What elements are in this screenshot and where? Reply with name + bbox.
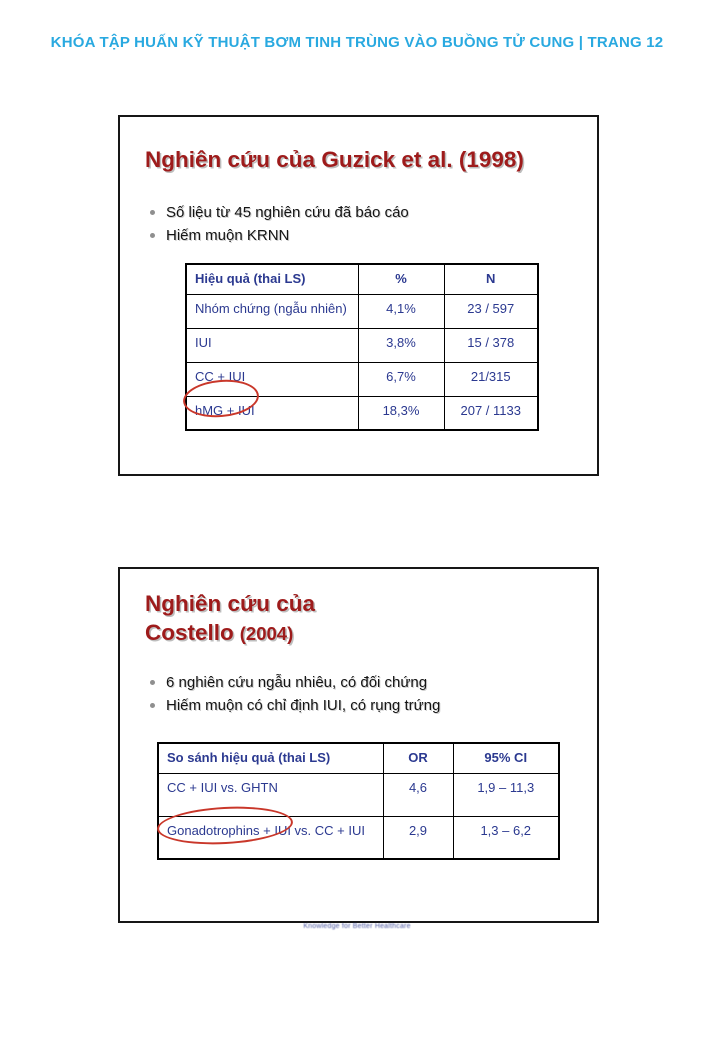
table-cell-circled: Gonadotrophins + IUI vs. CC + IUI [158, 816, 383, 859]
column-header: OR [383, 743, 453, 773]
column-header: % [358, 264, 444, 294]
slide-costello-2004 [118, 567, 599, 923]
column-header: 95% CI [453, 743, 559, 773]
slide-guzick-1998 [118, 115, 599, 476]
table-cell: 4,1% [358, 294, 444, 328]
table-cell: Nhóm chứng (ngẫu nhiên) [186, 294, 358, 328]
slide2-title-line2: Costello [145, 620, 234, 645]
column-header: Hiệu quả (thai LS) [186, 264, 358, 294]
table-cell: 15 / 378 [444, 328, 538, 362]
slide2-title-line1: Nghiên cứu của [145, 591, 316, 616]
table-cell: IUI [186, 328, 358, 362]
table-row [158, 773, 559, 816]
table-cell: 2,9 [383, 816, 453, 859]
bullet-item: Hiếm muộn có chỉ định IUI, có rụng trứng [148, 694, 440, 717]
table-cell: CC + IUI vs. GHTN [158, 773, 383, 816]
page-header: KHÓA TẬP HUẤN KỸ THUẬT BƠM TINH TRÙNG VÀO BUỒNG TỬ CUNG | TRANG 12 [50, 34, 664, 51]
column-header: So sánh hiệu quả (thai LS) [158, 743, 383, 773]
guzick-results-table [185, 263, 539, 431]
table-row-highlighted [186, 396, 538, 430]
table-cell: 6,7% [358, 362, 444, 396]
table-row [186, 362, 538, 396]
slide1-title: Nghiên cứu của Guzick et al. (1998) [145, 147, 524, 172]
table-header-row [186, 264, 538, 294]
table-cell-circled: hMG + IUI [186, 396, 358, 430]
slide2-title-year: (2004) [239, 623, 294, 644]
bullet-item: Số liệu từ 45 nghiên cứu đã báo cáo [148, 201, 409, 224]
table-row-highlighted [158, 816, 559, 859]
table-cell: 3,8% [358, 328, 444, 362]
column-header: N [444, 264, 538, 294]
table-cell: 23 / 597 [444, 294, 538, 328]
table-cell: 207 / 1133 [444, 396, 538, 430]
footer-watermark: Knowledge for Better Healthcare [303, 923, 411, 930]
table-row [186, 294, 538, 328]
table-row [186, 328, 538, 362]
table-cell: 1,9 – 11,3 [453, 773, 559, 816]
table-cell: 18,3% [358, 396, 444, 430]
table-cell: 4,6 [383, 773, 453, 816]
slide2-bullet-list [148, 671, 440, 717]
table-header-row [158, 743, 559, 773]
slide2-title [145, 589, 315, 648]
table-cell: CC + IUI [186, 362, 358, 396]
bullet-item: Hiếm muộn KRNN [148, 224, 409, 247]
table-cell: 21/315 [444, 362, 538, 396]
slide1-bullet-list [148, 201, 409, 247]
bullet-item: 6 nghiên cứu ngẫu nhiêu, có đối chứng [148, 671, 440, 694]
costello-results-table [157, 742, 560, 860]
table-cell: 1,3 – 6,2 [453, 816, 559, 859]
